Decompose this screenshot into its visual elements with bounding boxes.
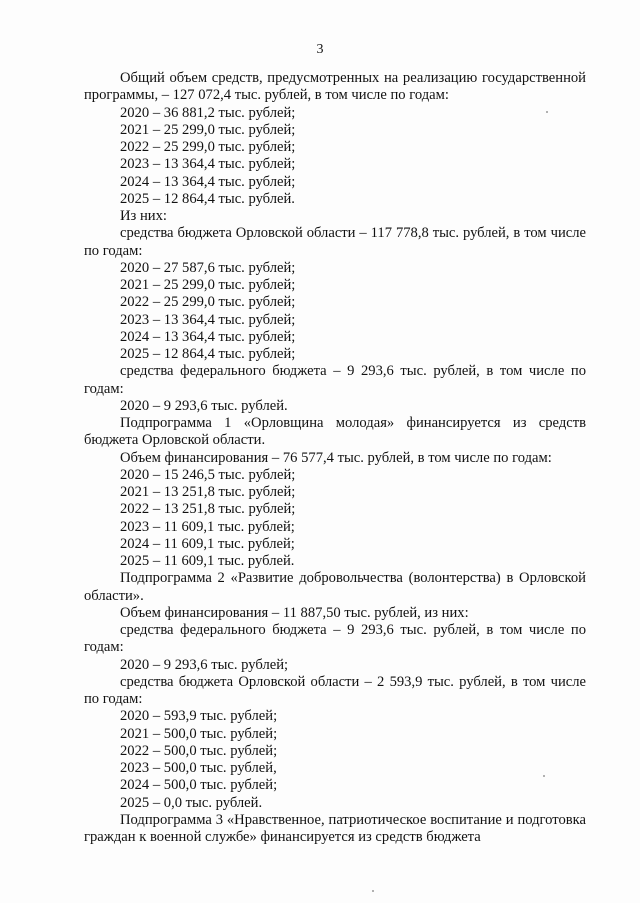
text-line: 2023 – 13 364,4 тыс. рублей; [120,156,296,173]
text-line: 2022 – 25 299,0 тыс. рублей; [120,294,296,311]
page-number: 3 [316,42,324,57]
text-line: 2023 – 13 364,4 тыс. рублей; [120,311,296,328]
text-line: 2025 – 11 609,1 тыс. рублей. [120,553,295,569]
paragraph: Общий объем средств, предусмотренных на реализацию государственной программы, – 127 072,4 тыс. рублей, в том числе по годам: [84,70,586,104]
text-line: Объем финансирования – 76 577,4 тыс. рублей, в том числе по годам: [120,449,552,466]
text-line: 2024 – 500,0 тыс. рублей; [120,777,278,794]
scan-speck [546,111,548,113]
paragraph: средства федерального бюджета – 9 293,6 тыс. рублей, в том числе по годам: [84,622,586,656]
text-line: 2021 – 13 251,8 тыс. рублей; [120,484,296,500]
text-line: 2022 – 500,0 тыс. рублей; [120,742,278,759]
text-line: 2023 – 11 609,1 тыс. рублей; [120,518,295,535]
text-line: 2020 – 593,9 тыс. рублей; [120,708,278,725]
text-line: 2024 – 11 609,1 тыс. рублей; [120,535,295,552]
text-line: 2022 – 25 299,0 тыс. рублей; [120,139,296,155]
document-body [84,70,586,846]
text-line: 2020 – 27 587,6 тыс. рублей; [120,259,296,276]
paragraph: средства федерального бюджета – 9 293,6 тыс. рублей, в том числе по годам: [84,363,586,397]
text-line: 2021 – 25 299,0 тыс. рублей; [120,277,296,293]
text-line: 2020 – 36 881,2 тыс. рублей; [120,104,296,121]
text-line: 2024 – 13 364,4 тыс. рублей; [120,328,296,345]
text-line: 2025 – 12 864,4 тыс. рублей. [120,190,295,207]
paragraph: Подпрограмма 3 «Нравственное, патриотическое воспитание и подготовка граждан к военной службе» финансируется из средств бюджета [84,811,586,845]
text-line: 2020 – 15 246,5 тыс. рублей; [120,466,296,483]
text-line: Из них: [120,208,167,224]
scan-speck [372,890,374,892]
paragraph: средства бюджета Орловской области – 2 593,9 тыс. рублей, в том числе по годам: [84,673,586,707]
text-line: 2021 – 25 299,0 тыс. рублей; [120,121,296,138]
text-line: 2022 – 13 251,8 тыс. рублей; [120,501,296,518]
text-line: Объем финансирования – 11 887,50 тыс. рублей, из них: [120,604,469,621]
text-line: 2023 – 500,0 тыс. рублей, [120,760,277,776]
text-line: 2020 – 9 293,6 тыс. рублей; [120,656,289,673]
paragraph: Подпрограмма 2 «Развитие добровольчества (волонтерства) в Орловской области». [84,570,586,604]
text-line: 2024 – 13 364,4 тыс. рублей; [120,173,296,190]
paragraph: Подпрограмма 1 «Орловщина молодая» финансируется из средств бюджета Орловской области. [84,415,586,449]
scan-speck [543,775,545,777]
text-line: 2025 – 12 864,4 тыс. рублей; [120,346,296,362]
text-line: 2020 – 9 293,6 тыс. рублей. [120,397,288,414]
text-line: 2021 – 500,0 тыс. рублей; [120,725,278,742]
paragraph: средства бюджета Орловской области – 117 778,8 тыс. рублей, в том числе по годам: [84,225,586,259]
text-line: 2025 – 0,0 тыс. рублей. [120,794,263,811]
